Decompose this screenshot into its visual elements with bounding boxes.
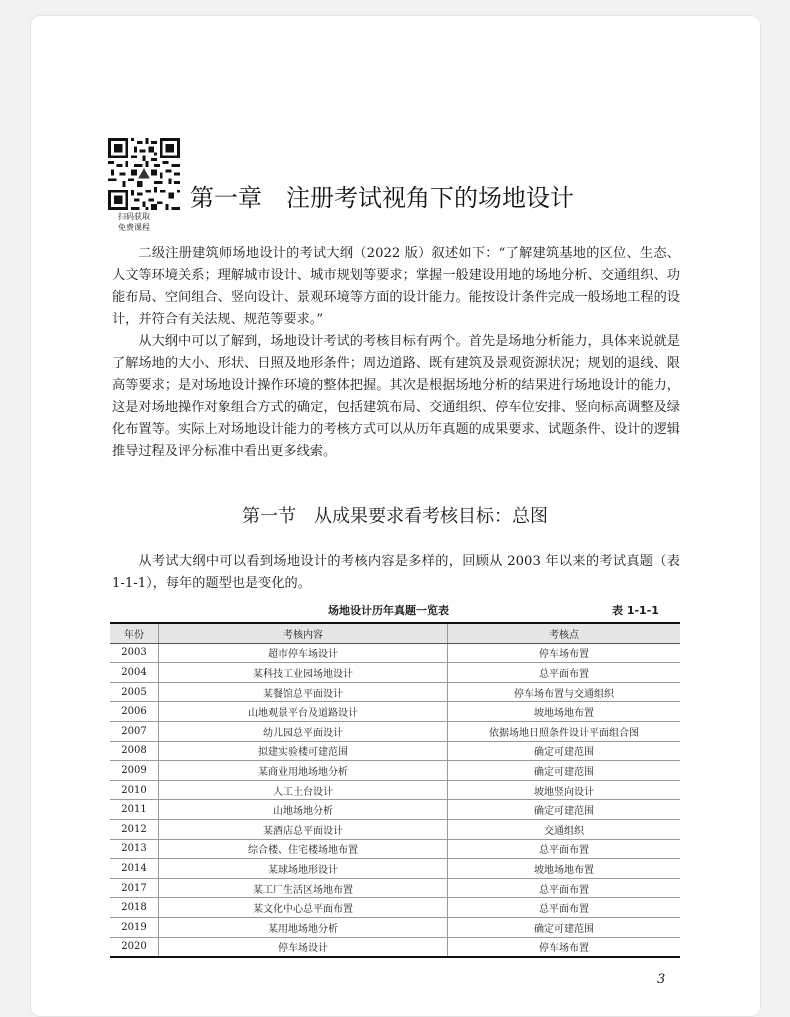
cell-year: 2005 (110, 682, 159, 702)
cell-year: 2013 (110, 839, 159, 859)
cell-content: 某球场地形设计 (159, 859, 448, 879)
cell-year: 2012 (110, 819, 159, 839)
cell-content: 某工厂生活区场地布置 (159, 878, 448, 898)
cell-year: 2010 (110, 780, 159, 800)
cell-year: 2006 (110, 702, 159, 722)
table-row (110, 663, 680, 683)
body-paragraph-2: 从大纲中可以了解到，场地设计考试的考核目标有两个。首先是场地分析能力，具体来说就是了解场地的大小、形状、日照及地形条件；周边道路、既有建筑及景观资源状况；规划的退线、限高等要求；是对场地设计操作环境的整体把握。其次是根据场地分析的结果进行场地设计的能力，这是对场地操作对象组合方式的确定，包括建筑布局、交通组织、停车位安排、竖向标高调整及绿化布置等。实际上对场地设计能力的考核方式可以从历年真题的成果要求、试题条件、设计的逻辑推导过程及评分标准中看出更多线索。 (112, 334, 680, 459)
cell-focus: 坡地场地布置 (448, 859, 681, 879)
cell-year: 2020 (110, 937, 159, 957)
chapter-title: 第一章 注册考试视角下的场地设计 (190, 184, 574, 212)
qr-caption (118, 211, 150, 233)
cell-content: 人工土台设计 (159, 780, 448, 800)
cell-focus: 坡地场地布置 (448, 702, 681, 722)
cell-year: 2004 (110, 663, 159, 683)
table-row (110, 780, 680, 800)
cell-focus: 确定可建范围 (448, 917, 681, 937)
cell-focus: 坡地竖向设计 (448, 780, 681, 800)
exam-history-table (110, 622, 680, 958)
cell-year: 2008 (110, 741, 159, 761)
cell-year: 2017 (110, 878, 159, 898)
table-row (110, 898, 680, 918)
table-number: 表 1-1-1 (612, 604, 659, 617)
page-number: 3 (657, 972, 666, 987)
qr-code-icon[interactable] (108, 138, 180, 210)
table-row (110, 741, 680, 761)
cell-year: 2003 (110, 643, 159, 663)
table-row (110, 917, 680, 937)
cell-content: 某商业用地场地分析 (159, 761, 448, 781)
table-caption: 场地设计历年真题一览表 (328, 604, 449, 617)
table-row (110, 643, 680, 663)
cell-content: 山地场地分析 (159, 800, 448, 820)
qr-caption-line1: 扫码获取 (118, 212, 150, 221)
cell-year: 2009 (110, 761, 159, 781)
cell-content: 超市停车场设计 (159, 643, 448, 663)
table-row (110, 839, 680, 859)
cell-content: 山地观景平台及道路设计 (159, 702, 448, 722)
cell-focus: 总平面布置 (448, 898, 681, 918)
cell-content: 综合楼、住宅楼场地布置 (159, 839, 448, 859)
cell-content: 某餐馆总平面设计 (159, 682, 448, 702)
cell-focus: 停车场布置 (448, 643, 681, 663)
table-row (110, 702, 680, 722)
table-row (110, 761, 680, 781)
table-row (110, 819, 680, 839)
qr-caption-line2: 免费课程 (118, 223, 150, 232)
cell-focus: 总平面布置 (448, 878, 681, 898)
cell-content: 拟建实验楼可建范围 (159, 741, 448, 761)
cell-content: 某科技工业园场地设计 (159, 663, 448, 683)
body-paragraph-3: 从考试大纲中可以看到场地设计的考核内容是多样的，回顾从 2003 年以来的考试真题（表 1-1-1），每年的题型也是变化的。 (112, 554, 680, 591)
table-row (110, 937, 680, 957)
table-row (110, 721, 680, 741)
cell-focus: 停车场布置与交通组织 (448, 682, 681, 702)
cell-content: 停车场设计 (159, 937, 448, 957)
cell-focus: 交通组织 (448, 819, 681, 839)
table-row (110, 859, 680, 879)
section-title: 第一节 从成果要求看考核目标：总图 (242, 506, 548, 527)
cell-content: 幼儿园总平面设计 (159, 721, 448, 741)
cell-year: 2018 (110, 898, 159, 918)
cell-year: 2019 (110, 917, 159, 937)
cell-focus: 停车场布置 (448, 937, 681, 957)
cell-content: 某酒店总平面设计 (159, 819, 448, 839)
table-row (110, 800, 680, 820)
table-row (110, 682, 680, 702)
header-year: 年份 (110, 623, 159, 643)
cell-focus: 总平面布置 (448, 663, 681, 683)
header-content: 考核内容 (159, 623, 448, 643)
cell-focus: 确定可建范围 (448, 800, 681, 820)
table-row (110, 878, 680, 898)
cell-focus: 确定可建范围 (448, 761, 681, 781)
cell-focus: 总平面布置 (448, 839, 681, 859)
cell-content: 某文化中心总平面布置 (159, 898, 448, 918)
table-header-row (110, 623, 680, 643)
body-paragraph-1: 二级注册建筑师场地设计的考试大纲（2022 版）叙述如下：“了解建筑基地的区位、生态、人文等环境关系；理解城市设计、城市规划等要求；掌握一般建设用地的场地分析、交通组织、功能布局、空间组合、竖向设计、景观环境等方面的设计能力。能按设计条件完成一般场地工程的设计，并符合有关法规、规范等要求。” (112, 246, 680, 327)
cell-focus: 确定可建范围 (448, 741, 681, 761)
header-focus: 考核点 (448, 623, 681, 643)
cell-content: 某用地场地分析 (159, 917, 448, 937)
cell-year: 2007 (110, 721, 159, 741)
cell-focus: 依据场地日照条件设计平面组合图 (448, 721, 681, 741)
cell-year: 2011 (110, 800, 159, 820)
cell-year: 2014 (110, 859, 159, 879)
